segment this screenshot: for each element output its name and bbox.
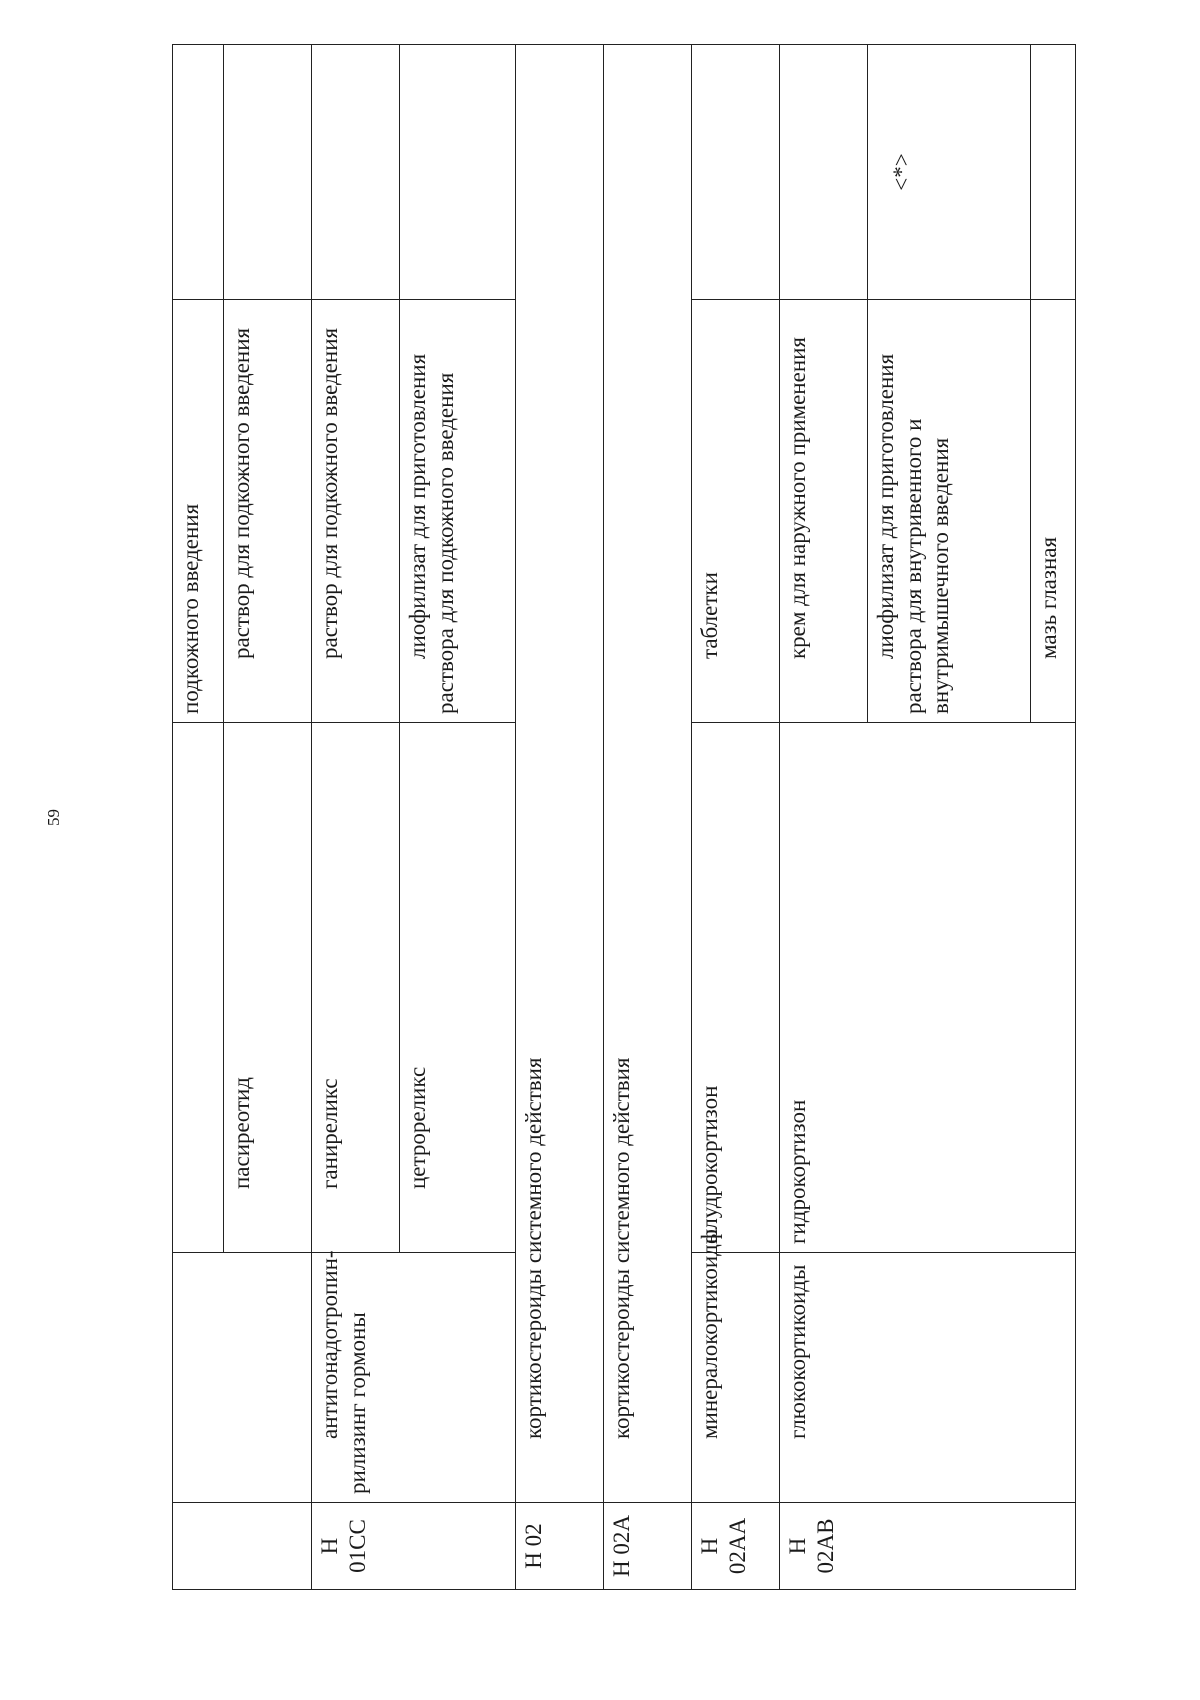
drug-name-cell: флудрокортизон (692, 723, 780, 1253)
drug-name-cell: ганиреликс (312, 723, 400, 1253)
table-row (1031, 45, 1076, 1590)
group-cell: кортикостероиды системного действия (516, 45, 604, 1503)
drug-name-cell: гидрокортизон (780, 723, 868, 1253)
atc-code-cell (400, 1503, 516, 1590)
group-cell: кортикостероиды системного действия (604, 45, 692, 1503)
note-cell (780, 45, 868, 300)
atc-code-cell: Н 02 (516, 1503, 604, 1590)
group-cell: минералокортикоиды (692, 1253, 780, 1503)
table-row (400, 45, 516, 1590)
atc-code-cell (1031, 1503, 1076, 1590)
atc-code-cell (224, 1503, 312, 1590)
table-row (224, 45, 312, 1590)
note-cell: <*> (868, 45, 1031, 300)
dosage-form-cell: раствор для подкожного введения (224, 300, 312, 723)
page-number: 59 (44, 809, 63, 826)
atc-code-cell (868, 1503, 1031, 1590)
atc-code-cell: Н 02АА (692, 1503, 780, 1590)
atc-code-cell: Н 01СС (312, 1503, 400, 1590)
group-cell: глюкокортикоиды (780, 1253, 868, 1503)
table-row (604, 45, 692, 1590)
group-cell (868, 1253, 1031, 1503)
note-cell (312, 45, 400, 300)
group-cell (400, 1253, 516, 1503)
dosage-form-cell: подкожного введения (173, 300, 224, 723)
dosage-form-cell: таблетки (692, 300, 780, 723)
dosage-form-cell: крем для наружного применения (780, 300, 868, 723)
note-cell (1031, 45, 1076, 300)
table-row (780, 45, 868, 1590)
note-cell (224, 45, 312, 300)
table-row (516, 45, 604, 1590)
group-cell (173, 1253, 224, 1503)
atc-code-cell: Н 02АВ (780, 1503, 868, 1590)
note-cell (692, 45, 780, 300)
drug-name-cell (173, 723, 224, 1253)
group-cell: антигонадотропин-рилизинг гормоны (312, 1253, 400, 1503)
table-row (173, 45, 224, 1590)
drug-name-cell: цетрореликс (400, 723, 516, 1253)
dosage-form-cell: лиофилизат для приготовления раствора для подкожного введения (400, 300, 516, 723)
drug-name-cell (868, 723, 1031, 1253)
rotated-table-wrapper (172, 130, 1068, 1590)
dosage-form-cell: мазь глазная (1031, 300, 1076, 723)
group-cell (1031, 1253, 1076, 1503)
table-row (868, 45, 1031, 1590)
table-row (692, 45, 780, 1590)
table-row (312, 45, 400, 1590)
atc-code-cell (173, 1503, 224, 1590)
note-cell (400, 45, 516, 300)
atc-code-cell: Н 02А (604, 1503, 692, 1590)
medicines-table (172, 44, 1076, 1590)
group-cell (224, 1253, 312, 1503)
drug-name-cell: пасиреотид (224, 723, 312, 1253)
note-cell (173, 45, 224, 300)
dosage-form-cell: лиофилизат для приготовления раствора для внутривенного и внутримышечного введения (868, 300, 1031, 723)
dosage-form-cell: раствор для подкожного введения (312, 300, 400, 723)
drug-name-cell (1031, 723, 1076, 1253)
